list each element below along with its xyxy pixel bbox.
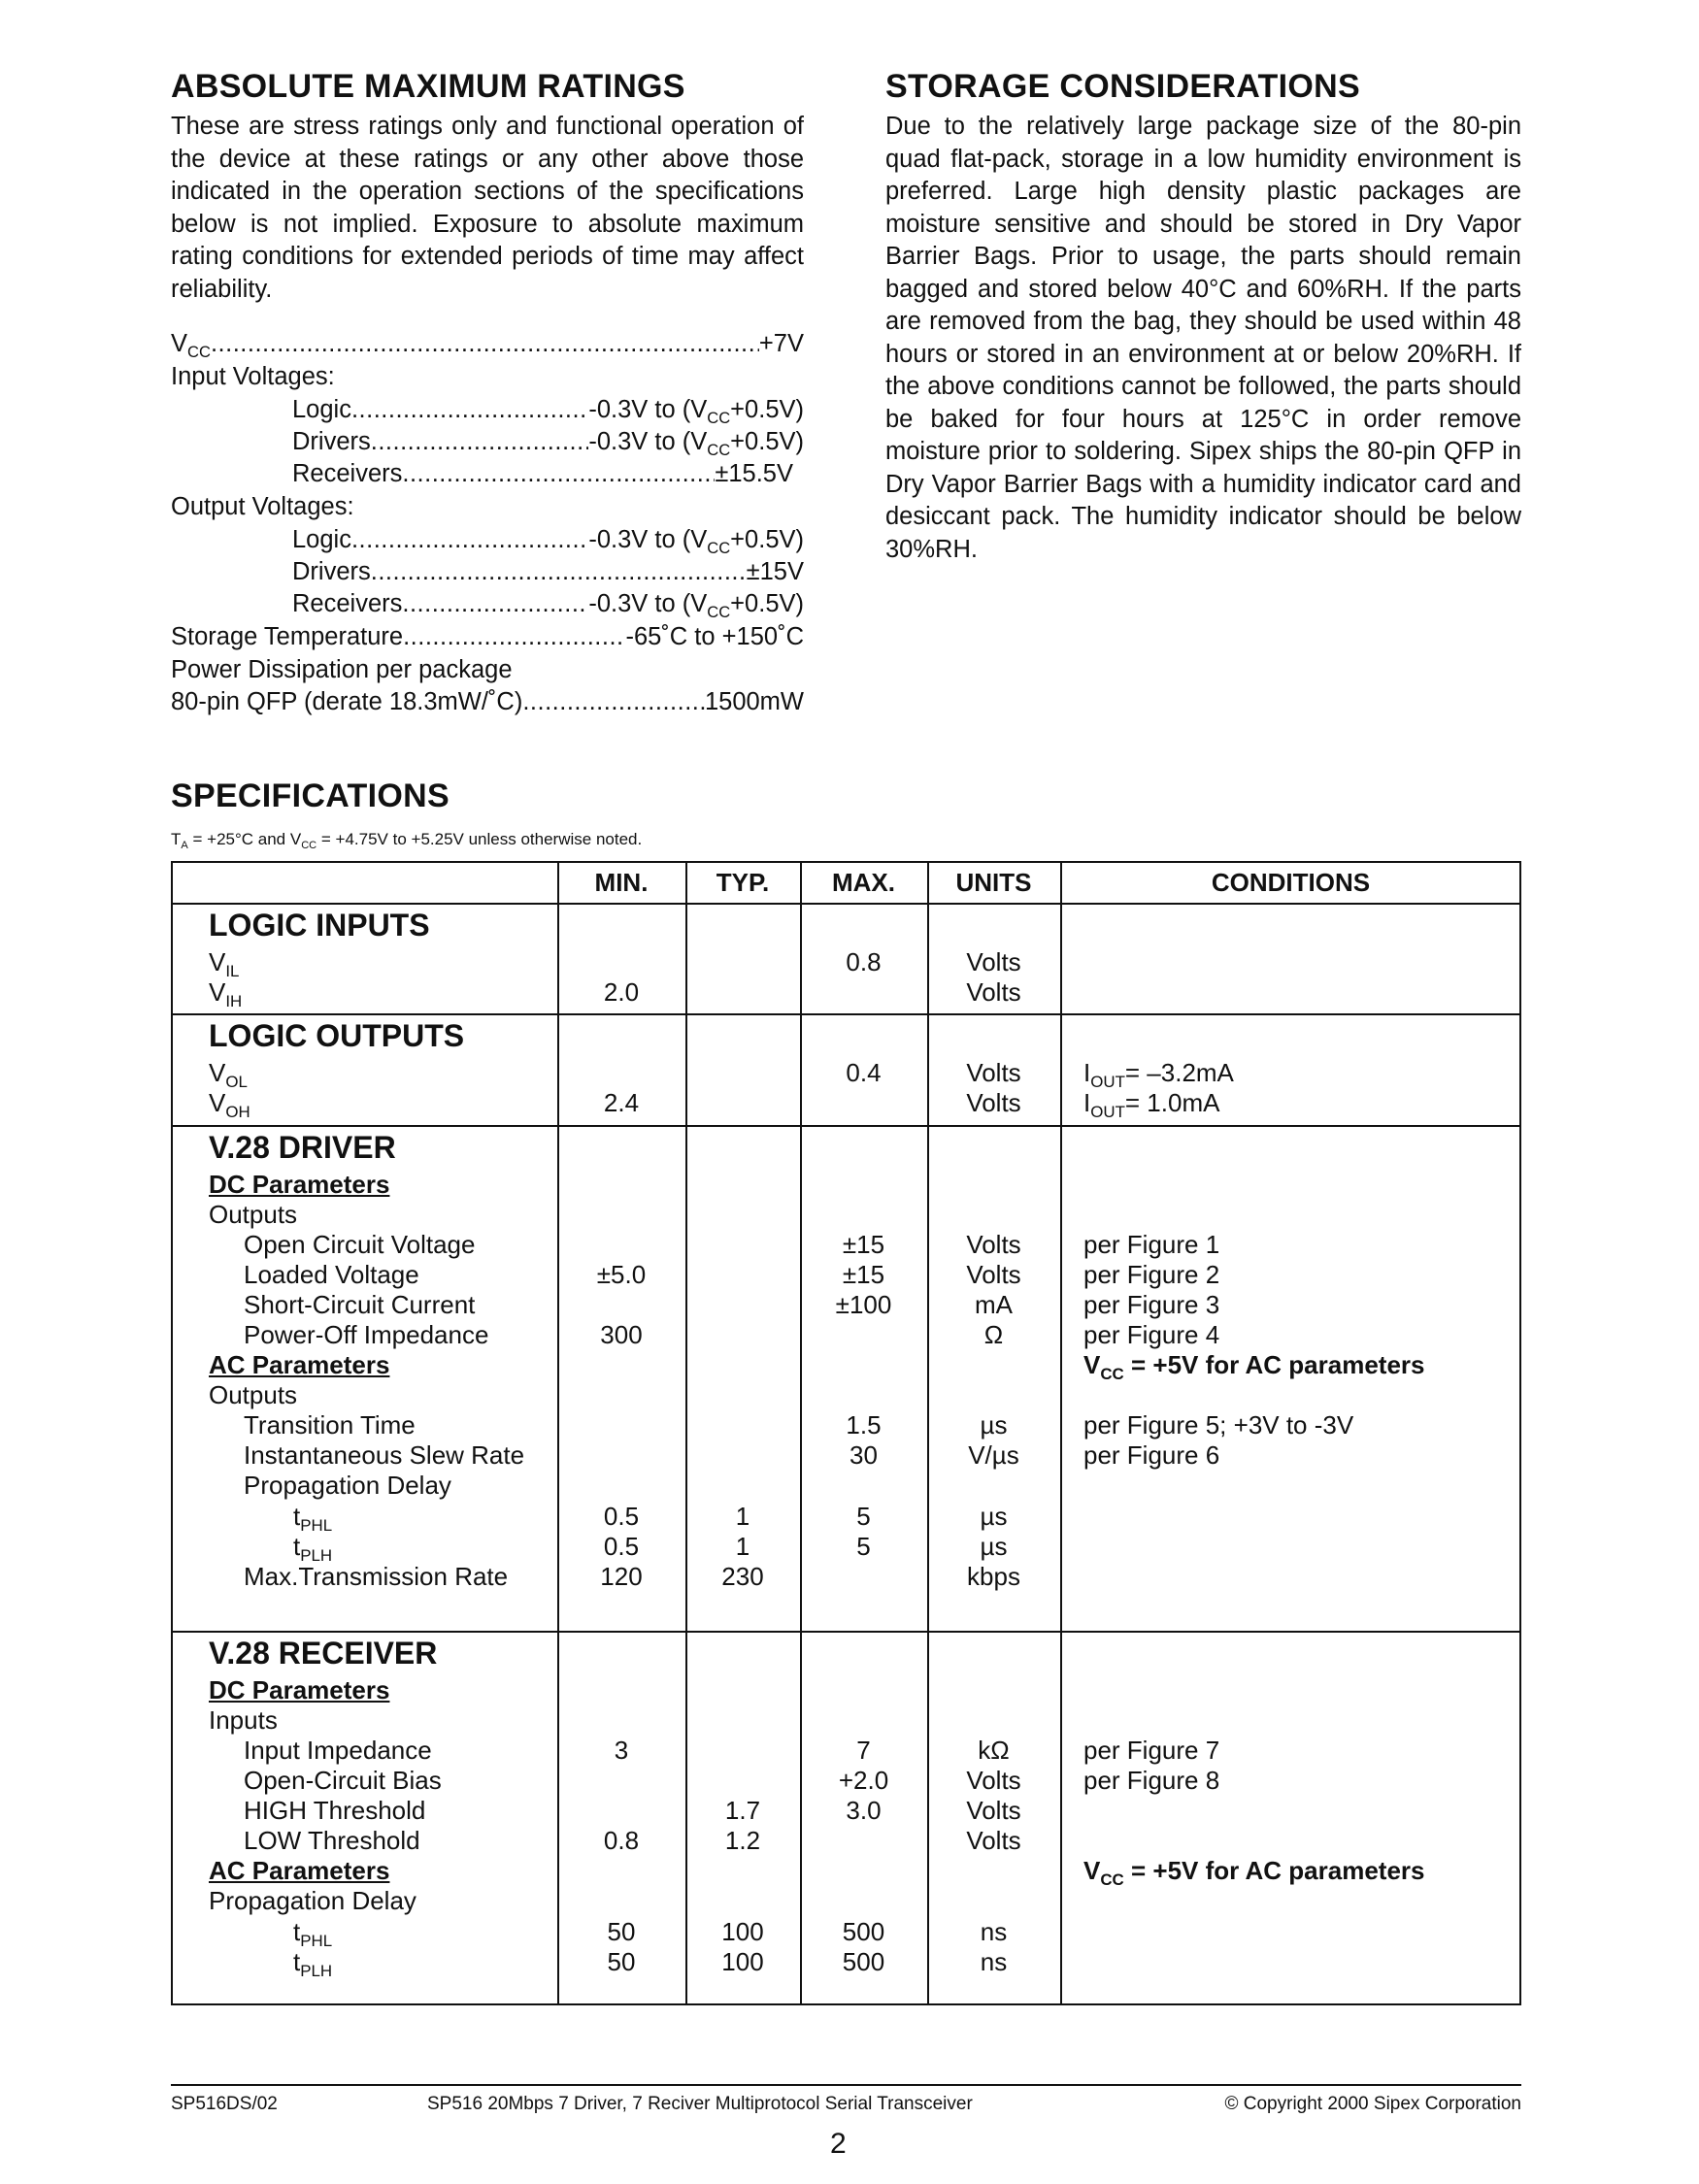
specs-note: $T_A = +25^\circ C$ and $V_{CC} = +4.75V$ to +5.25V unless otherwise noted. [171,830,643,851]
ii-max: 7 [856,1736,871,1765]
driver-tplh-typ: 1 [735,1532,750,1561]
qfp-power-row [171,686,804,719]
output-logic-value: -0.3V to $(V_{CC}+0.5V)$ [588,526,804,557]
row-divider [173,1125,1519,1127]
voh-symbol: $V_{OH}$ [209,1088,250,1121]
input-drivers-row [292,426,804,459]
storage-temp-row [171,621,804,654]
receiver-tplh-symbol: $t_{PLH}$ [293,1947,333,1980]
output-drivers-value: ±15V [746,558,804,585]
input-voltages-label: Input Voltages: [171,363,335,390]
section-v28-receiver: V.28 RECEIVER [209,1636,438,1671]
receiver-inputs-label: Inputs [209,1705,278,1735]
output-receivers-value: -0.3V to $(V_{CC}+0.5V)$ [588,590,804,621]
input-logic-label: Logic [292,396,351,423]
output-drivers-row [292,556,804,589]
storage-temp-value: -65˚C to +150˚C [625,623,804,650]
driver-tphl-units: µs [980,1502,1008,1531]
ocv-max: ±15 [842,1230,885,1259]
vcc-value: +7V [758,330,804,357]
lt-units: Volts [966,1826,1021,1855]
isr-max: 30 [850,1440,878,1470]
vih-min: 2.0 [603,977,640,1007]
section-logic-inputs: LOGIC INPUTS [209,908,430,943]
output-logic-label: Logic [292,526,351,553]
driver-tplh-symbol: $t_{PLH}$ [293,1532,333,1565]
ocb-label: Open-Circuit Bias [244,1766,442,1795]
receiver-ac-parameters: AC Parameters [209,1856,390,1885]
vol-symbol: $V_{OL}$ [209,1058,248,1091]
ii-min: 3 [614,1736,629,1765]
driver-tplh-units: µs [980,1532,1008,1561]
specifications-table [171,861,1521,2005]
isr-units: V/µs [968,1440,1019,1470]
lv-label: Loaded Voltage [244,1260,419,1289]
receiver-dc-parameters: DC Parameters [209,1675,390,1704]
row-divider [173,1631,1519,1633]
ocv-label: Open Circuit Voltage [244,1230,476,1259]
lv-condition: per Figure 2 [1083,1260,1220,1289]
tt-label: Transition Time [244,1410,416,1439]
poi-condition: per Figure 4 [1083,1320,1220,1349]
footer-copyright: © Copyright 2000 Sipex Corporation [1224,2094,1521,2114]
lv-max: ±15 [842,1260,885,1289]
ocv-condition: per Figure 1 [1083,1230,1220,1259]
ht-typ: 1.7 [724,1796,761,1825]
ii-units: kΩ [978,1736,1010,1765]
driver-prop-delay-label: Propagation Delay [244,1471,451,1500]
footer-title: SP516 20Mbps 7 Driver, 7 Reciver Multiprotocol Serial Transceiver [427,2094,973,2114]
driver-outputs-label: Outputs [209,1200,298,1229]
section-logic-outputs: LOGIC OUTPUTS [209,1018,465,1053]
mtr-typ: 230 [721,1562,764,1591]
vol-condition: $I_{OUT}= -3.2mA$ [1083,1058,1234,1091]
receiver-tplh-max: 500 [842,1947,885,1976]
driver-dc-parameters: DC Parameters [209,1170,390,1199]
specs-title: SPECIFICATIONS [171,778,450,814]
voh-condition: $I_{OUT}= 1.0mA$ [1083,1088,1220,1121]
receiver-tphl-symbol: $t_{PHL}$ [293,1917,333,1950]
output-voltages-label: Output Voltages: [171,493,354,520]
header-typ: TYP. [716,868,770,897]
power-dissipation-label: Power Dissipation per package [171,656,513,683]
storage-title: STORAGE CONSIDERATIONS [885,68,1360,105]
abs-max-intro: These are stress ratings only and functional operation of the device at these ratings or any other above those indicated in the operation sections of the specifications below is not implied. Exposure to absolute maximum rating conditions for extended periods of time may affect reliability. [171,113,804,303]
storage-text: Due to the relatively large package size of the 80-pin quad flat-pack, storage in a low humidity environment is preferred. Large high density plastic packages are moisture sensitive and should be stored in Dry Vapor Barrier Bags. Prior to usage, the parts should remain bagged and stored below 40°C and 60%RH. If the parts are removed from the bag, they should be used within 48 hours or stored in an environment at or below 20%RH. If the above conditions cannot be followed, the parts should be baked for four hours at 125°C in order remove moisture prior to soldering. Sipex ships the 80-pin QFP in Dry Vapor Barrier Bags with a humidity indicator card and desiccant pack. The humidity indicator should be below 30%RH. [885,113,1521,563]
qfp-power-value: 1500mW [704,688,804,715]
output-receivers-row [292,588,804,621]
header-units: UNITS [955,868,1032,897]
vil-symbol: $V_{IL}$ [209,947,240,980]
output-receivers-label: Receivers [292,590,403,617]
receiver-tplh-min: 50 [607,1947,636,1976]
input-receivers-row [292,458,793,491]
tt-condition: per Figure 5; +3V to -3V [1083,1410,1354,1439]
output-drivers-label: Drivers [292,558,371,585]
mtr-min: 120 [600,1562,643,1591]
voh-min: 2.4 [603,1088,640,1117]
driver-tplh-max: 5 [856,1532,871,1561]
driver-tphl-typ: 1 [735,1502,750,1531]
receiver-tplh-units: ns [980,1947,1008,1976]
driver-tplh-min: 0.5 [603,1532,640,1561]
scc-max: ±100 [835,1290,892,1319]
driver-tphl-min: 0.5 [603,1502,640,1531]
driver-ac-condition: $V_{CC} = +5V$ for AC parameters [1083,1350,1425,1383]
poi-units: Ω [983,1320,1004,1349]
tt-units: µs [980,1410,1008,1439]
voh-units: Volts [966,1088,1021,1117]
col-divider [1060,863,1062,2003]
vcc-label-sub: CC [187,342,211,361]
ocv-units: Volts [966,1230,1021,1259]
storage-temp-label: Storage Temperature [171,623,404,650]
output-logic-row [292,524,804,557]
vcc-rating-row [171,328,804,361]
ht-max: 3.0 [846,1796,882,1825]
ht-label: HIGH Threshold [244,1796,426,1825]
input-drivers-label: Drivers [292,428,371,455]
poi-label: Power-Off Impedance [244,1320,489,1349]
receiver-tphl-typ: 100 [721,1917,764,1946]
poi-min: 300 [600,1320,643,1349]
lv-min: ±5.0 [596,1260,647,1289]
vih-units: Volts [966,977,1021,1007]
scc-condition: per Figure 3 [1083,1290,1220,1319]
vil-units: Volts [966,947,1021,976]
row-divider [173,1013,1519,1015]
receiver-ac-condition: $V_{CC} = +5V$ for AC parameters [1083,1856,1425,1889]
lt-typ: 1.2 [724,1826,761,1855]
ht-units: Volts [966,1796,1021,1825]
ii-condition: per Figure 7 [1083,1736,1220,1765]
scc-label: Short-Circuit Current [244,1290,476,1319]
input-drivers-value: -0.3V to $(V_{CC}+0.5V)$ [588,428,804,459]
section-v28-driver: V.28 DRIVER [209,1130,396,1165]
header-max: MAX. [832,868,895,897]
input-logic-row [292,394,804,427]
abs-max-title: ABSOLUTE MAXIMUM RATINGS [171,68,685,105]
header-conditions: CONDITIONS [1211,868,1371,897]
tt-max: 1.5 [846,1410,882,1439]
vih-symbol: $V_{IH}$ [209,977,243,1010]
vol-max: 0.4 [846,1058,882,1087]
receiver-tplh-typ: 100 [721,1947,764,1976]
vol-units: Volts [966,1058,1021,1087]
input-receivers-value: ±15.5V [715,460,793,487]
isr-condition: per Figure 6 [1083,1440,1220,1470]
ocb-units: Volts [966,1766,1021,1795]
driver-tphl-max: 5 [856,1502,871,1531]
footer-rule [171,2084,1521,2086]
ocb-condition: per Figure 8 [1083,1766,1220,1795]
receiver-prop-delay-label: Propagation Delay [209,1886,416,1915]
receiver-tphl-max: 500 [842,1917,885,1946]
page-number: 2 [830,2128,847,2160]
driver-ac-parameters: AC Parameters [209,1350,390,1379]
qfp-power-label: 80-pin QFP (derate 18.3mW/˚C) [171,688,523,715]
receiver-tphl-units: ns [980,1917,1008,1946]
vcc-label: V [171,330,188,357]
header-min: MIN. [594,868,649,897]
scc-units: mA [975,1290,1013,1319]
input-logic-value: -0.3V to $(V_{CC}+0.5V)$ [588,396,804,427]
ii-label: Input Impedance [244,1736,432,1765]
mtr-label: Max.Transmission Rate [244,1562,509,1591]
lt-min: 0.8 [603,1826,640,1855]
lv-units: Volts [966,1260,1021,1289]
receiver-tphl-min: 50 [607,1917,636,1946]
ocb-max: +2.0 [838,1766,889,1795]
driver-outputs2-label: Outputs [209,1380,298,1409]
footer-doc-id: SP516DS/02 [171,2094,278,2114]
input-receivers-label: Receivers [292,460,403,487]
row-divider [173,903,1519,905]
lt-label: LOW Threshold [244,1826,420,1855]
vil-max: 0.8 [846,947,882,976]
driver-tphl-symbol: $t_{PHL}$ [293,1502,333,1535]
mtr-units: kbps [967,1562,1020,1591]
isr-label: Instantaneous Slew Rate [244,1440,525,1470]
